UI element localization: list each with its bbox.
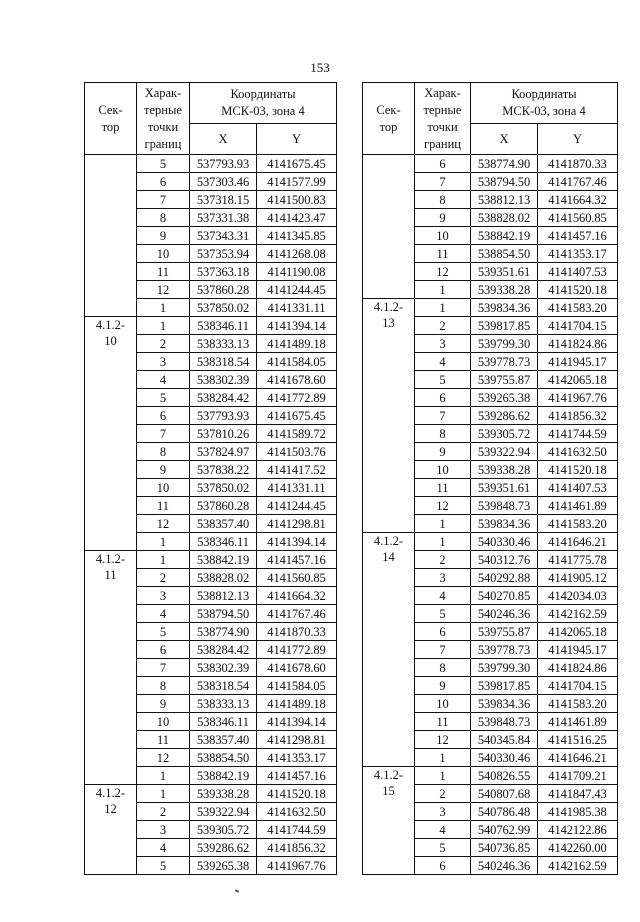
y-coordinate: 4141298.81 xyxy=(257,731,337,749)
y-coordinate: 4141190.08 xyxy=(257,263,337,281)
y-coordinate: 4141457.16 xyxy=(257,767,337,785)
x-coordinate: 539338.28 xyxy=(471,461,538,479)
x-coordinate: 538318.54 xyxy=(190,353,257,371)
x-coordinate: 540330.46 xyxy=(471,749,538,767)
point-number: 1 xyxy=(415,281,471,299)
x-coordinate: 539265.38 xyxy=(471,389,538,407)
y-coordinate: 4141704.15 xyxy=(538,317,618,335)
x-coordinate: 539799.30 xyxy=(471,659,538,677)
sector-cell xyxy=(363,533,415,767)
point-number: 8 xyxy=(137,443,190,461)
header-x: X xyxy=(471,124,538,155)
x-coordinate: 538854.50 xyxy=(190,749,257,767)
x-coordinate: 538794.50 xyxy=(190,605,257,623)
x-coordinate: 538346.11 xyxy=(190,317,257,335)
point-number: 10 xyxy=(137,713,190,731)
header-coords xyxy=(471,83,618,124)
x-coordinate: 539286.62 xyxy=(471,407,538,425)
y-coordinate: 4142122.86 xyxy=(538,821,618,839)
table-row xyxy=(85,551,337,569)
point-number: 4 xyxy=(137,605,190,623)
x-coordinate: 538812.13 xyxy=(471,191,538,209)
point-number: 3 xyxy=(137,821,190,839)
table-row xyxy=(363,155,618,173)
header-coords-line: МСК-03, зона 4 xyxy=(502,104,586,118)
header-sector-line: тор xyxy=(379,119,398,134)
point-number: 6 xyxy=(137,407,190,425)
point-number: 12 xyxy=(137,281,190,299)
point-number: 11 xyxy=(415,713,471,731)
sector-label: 4.1.2- xyxy=(373,534,404,548)
point-number: 7 xyxy=(415,173,471,191)
point-number: 9 xyxy=(137,461,190,479)
point-number: 5 xyxy=(137,857,190,875)
x-coordinate: 540312.76 xyxy=(471,551,538,569)
header-points xyxy=(137,83,190,155)
y-coordinate: 4141772.89 xyxy=(257,641,337,659)
x-coordinate: 539755.87 xyxy=(471,371,538,389)
x-coordinate: 537850.02 xyxy=(190,479,257,497)
header-points-line: точки xyxy=(427,119,458,134)
x-coordinate: 538302.39 xyxy=(190,659,257,677)
sector-label: 13 xyxy=(382,316,395,330)
header-y: Y xyxy=(538,124,618,155)
x-coordinate: 537353.94 xyxy=(190,245,257,263)
y-coordinate: 4141457.16 xyxy=(257,551,337,569)
x-coordinate: 538812.13 xyxy=(190,587,257,605)
y-coordinate: 4141856.32 xyxy=(257,839,337,857)
point-number: 2 xyxy=(137,803,190,821)
point-number: 6 xyxy=(415,623,471,641)
point-number: 11 xyxy=(137,263,190,281)
x-coordinate: 540826.55 xyxy=(471,767,538,785)
point-number: 3 xyxy=(415,569,471,587)
sector-cell xyxy=(363,299,415,533)
x-coordinate: 540736.85 xyxy=(471,839,538,857)
y-coordinate: 4141489.18 xyxy=(257,335,337,353)
y-coordinate: 4142065.18 xyxy=(538,371,618,389)
x-coordinate: 539351.61 xyxy=(471,263,538,281)
point-number: 5 xyxy=(137,389,190,407)
x-coordinate: 537860.28 xyxy=(190,281,257,299)
point-number: 1 xyxy=(137,785,190,803)
point-number: 12 xyxy=(415,263,471,281)
point-number: 9 xyxy=(137,695,190,713)
y-coordinate: 4141461.89 xyxy=(538,713,618,731)
header-points-line: Харак- xyxy=(424,85,461,100)
table-row xyxy=(363,767,618,785)
x-coordinate: 537363.18 xyxy=(190,263,257,281)
x-coordinate: 540330.46 xyxy=(471,533,538,551)
x-coordinate: 540270.85 xyxy=(471,587,538,605)
point-number: 2 xyxy=(137,569,190,587)
x-coordinate: 539322.94 xyxy=(190,803,257,821)
x-coordinate: 538828.02 xyxy=(190,569,257,587)
y-coordinate: 4141709.21 xyxy=(538,767,618,785)
point-number: 12 xyxy=(415,731,471,749)
x-coordinate: 537318.15 xyxy=(190,191,257,209)
point-number: 11 xyxy=(137,497,190,515)
y-coordinate: 4141394.14 xyxy=(257,533,337,551)
y-coordinate: 4141353.17 xyxy=(257,749,337,767)
y-coordinate: 4141584.05 xyxy=(257,353,337,371)
x-coordinate: 537810.26 xyxy=(190,425,257,443)
x-coordinate: 537343.31 xyxy=(190,227,257,245)
x-coordinate: 540345.84 xyxy=(471,731,538,749)
point-number: 2 xyxy=(415,317,471,335)
y-coordinate: 4141967.76 xyxy=(257,857,337,875)
x-coordinate: 537850.02 xyxy=(190,299,257,317)
point-number: 1 xyxy=(137,551,190,569)
point-number: 11 xyxy=(415,245,471,263)
point-number: 10 xyxy=(415,461,471,479)
point-number: 8 xyxy=(415,425,471,443)
y-coordinate: 4141577.99 xyxy=(257,173,337,191)
x-coordinate: 537793.93 xyxy=(190,407,257,425)
y-coordinate: 4141583.20 xyxy=(538,299,618,317)
point-number: 9 xyxy=(415,677,471,695)
y-coordinate: 4141704.15 xyxy=(538,677,618,695)
point-number: 7 xyxy=(137,659,190,677)
point-number: 12 xyxy=(137,515,190,533)
sector-label: 4.1.2- xyxy=(373,300,404,314)
x-coordinate: 538284.42 xyxy=(190,389,257,407)
y-coordinate: 4141560.85 xyxy=(257,569,337,587)
point-number: 3 xyxy=(415,335,471,353)
sector-label: 4.1.2- xyxy=(373,768,404,782)
y-coordinate: 4142162.59 xyxy=(538,605,618,623)
y-coordinate: 4141331.11 xyxy=(257,299,337,317)
x-coordinate: 538842.19 xyxy=(190,767,257,785)
x-coordinate: 537824.97 xyxy=(190,443,257,461)
point-number: 1 xyxy=(415,299,471,317)
y-coordinate: 4141856.32 xyxy=(538,407,618,425)
x-coordinate: 538333.13 xyxy=(190,335,257,353)
table-row xyxy=(85,155,337,173)
y-coordinate: 4141417.52 xyxy=(257,461,337,479)
x-coordinate: 540762.99 xyxy=(471,821,538,839)
sector-label: 11 xyxy=(104,568,117,582)
header-points-line: терные xyxy=(144,102,182,117)
y-coordinate: 4141646.21 xyxy=(538,749,618,767)
x-coordinate: 538842.19 xyxy=(190,551,257,569)
sector-label: 12 xyxy=(104,802,117,816)
x-coordinate: 537331.38 xyxy=(190,209,257,227)
y-coordinate: 4141678.60 xyxy=(257,371,337,389)
point-number: 4 xyxy=(415,587,471,605)
point-number: 10 xyxy=(137,245,190,263)
header-coords-line: Координаты xyxy=(511,87,577,101)
x-coordinate: 538284.42 xyxy=(190,641,257,659)
y-coordinate: 4141824.86 xyxy=(538,335,618,353)
y-coordinate: 4141589.72 xyxy=(257,425,337,443)
y-coordinate: 4141268.08 xyxy=(257,245,337,263)
y-coordinate: 4141423.47 xyxy=(257,209,337,227)
x-coordinate: 539338.28 xyxy=(190,785,257,803)
point-number: 12 xyxy=(415,497,471,515)
point-number: 9 xyxy=(137,227,190,245)
y-coordinate: 4141560.85 xyxy=(538,209,618,227)
x-coordinate: 539848.73 xyxy=(471,497,538,515)
y-coordinate: 4141632.50 xyxy=(538,443,618,461)
sector-cell xyxy=(85,785,137,875)
sector-label: 4.1.2- xyxy=(95,318,126,332)
x-coordinate: 537793.93 xyxy=(190,155,257,173)
header-coords xyxy=(190,83,337,124)
y-coordinate: 4141244.45 xyxy=(257,497,337,515)
y-coordinate: 4141744.59 xyxy=(257,821,337,839)
x-coordinate: 540807.68 xyxy=(471,785,538,803)
y-coordinate: 4141870.33 xyxy=(257,623,337,641)
y-coordinate: 4141744.59 xyxy=(538,425,618,443)
table-row xyxy=(85,785,337,803)
sector-label: 10 xyxy=(104,334,117,348)
point-number: 5 xyxy=(137,155,190,173)
y-coordinate: 4141461.89 xyxy=(538,497,618,515)
y-coordinate: 4141847.43 xyxy=(538,785,618,803)
header-points-line: терные xyxy=(423,102,462,117)
point-number: 1 xyxy=(415,749,471,767)
point-number: 1 xyxy=(415,515,471,533)
x-coordinate: 538357.40 xyxy=(190,515,257,533)
sector-cell xyxy=(85,155,137,317)
header-x: X xyxy=(190,124,257,155)
stray-mark xyxy=(235,889,239,893)
x-coordinate: 540786.48 xyxy=(471,803,538,821)
point-number: 1 xyxy=(137,767,190,785)
header-points-line: точки xyxy=(147,119,179,134)
sector-cell xyxy=(85,317,137,551)
y-coordinate: 4141520.18 xyxy=(538,461,618,479)
x-coordinate: 539834.36 xyxy=(471,695,538,713)
y-coordinate: 4141985.38 xyxy=(538,803,618,821)
point-number: 4 xyxy=(415,353,471,371)
point-number: 7 xyxy=(415,641,471,659)
x-coordinate: 539834.36 xyxy=(471,515,538,533)
sector-label: 4.1.2- xyxy=(95,552,126,566)
y-coordinate: 4141767.46 xyxy=(257,605,337,623)
point-number: 11 xyxy=(137,731,190,749)
point-number: 6 xyxy=(415,155,471,173)
point-number: 8 xyxy=(137,209,190,227)
point-number: 10 xyxy=(415,695,471,713)
y-coordinate: 4141503.76 xyxy=(257,443,337,461)
y-coordinate: 4142162.59 xyxy=(538,857,618,875)
x-coordinate: 540246.36 xyxy=(471,605,538,623)
y-coordinate: 4141632.50 xyxy=(257,803,337,821)
point-number: 6 xyxy=(137,173,190,191)
point-number: 5 xyxy=(415,839,471,857)
coordinates-table-left xyxy=(84,82,337,875)
table-row xyxy=(85,317,337,335)
point-number: 7 xyxy=(415,407,471,425)
point-number: 8 xyxy=(415,191,471,209)
x-coordinate: 537838.22 xyxy=(190,461,257,479)
x-coordinate: 538828.02 xyxy=(471,209,538,227)
point-number: 8 xyxy=(137,677,190,695)
x-coordinate: 539848.73 xyxy=(471,713,538,731)
y-coordinate: 4141298.81 xyxy=(257,515,337,533)
y-coordinate: 4141583.20 xyxy=(538,695,618,713)
point-number: 4 xyxy=(137,839,190,857)
x-coordinate: 538357.40 xyxy=(190,731,257,749)
y-coordinate: 4141772.89 xyxy=(257,389,337,407)
x-coordinate: 537860.28 xyxy=(190,497,257,515)
header-points-line: Харак- xyxy=(144,85,182,100)
y-coordinate: 4141516.25 xyxy=(538,731,618,749)
y-coordinate: 4141870.33 xyxy=(538,155,618,173)
x-coordinate: 539755.87 xyxy=(471,623,538,641)
point-number: 2 xyxy=(415,551,471,569)
x-coordinate: 538774.90 xyxy=(190,623,257,641)
point-number: 3 xyxy=(415,803,471,821)
sector-cell xyxy=(85,551,137,785)
point-number: 4 xyxy=(137,371,190,389)
x-coordinate: 539834.36 xyxy=(471,299,538,317)
sector-cell xyxy=(363,155,415,299)
y-coordinate: 4142065.18 xyxy=(538,623,618,641)
point-number: 8 xyxy=(415,659,471,677)
x-coordinate: 538318.54 xyxy=(190,677,257,695)
y-coordinate: 4141583.20 xyxy=(538,515,618,533)
x-coordinate: 539817.85 xyxy=(471,677,538,695)
y-coordinate: 4141500.83 xyxy=(257,191,337,209)
x-coordinate: 539305.72 xyxy=(471,425,538,443)
x-coordinate: 539778.73 xyxy=(471,353,538,371)
y-coordinate: 4141945.17 xyxy=(538,353,618,371)
x-coordinate: 540246.36 xyxy=(471,857,538,875)
x-coordinate: 538346.11 xyxy=(190,713,257,731)
y-coordinate: 4141520.18 xyxy=(538,281,618,299)
y-coordinate: 4141767.46 xyxy=(538,173,618,191)
point-number: 7 xyxy=(137,425,190,443)
page-number: 153 xyxy=(310,60,330,75)
header-y: Y xyxy=(257,124,337,155)
x-coordinate: 539799.30 xyxy=(471,335,538,353)
point-number: 1 xyxy=(137,533,190,551)
y-coordinate: 4141394.14 xyxy=(257,317,337,335)
y-coordinate: 4141905.12 xyxy=(538,569,618,587)
header-points-line: границ xyxy=(424,136,461,151)
y-coordinate: 4141345.85 xyxy=(257,227,337,245)
point-number: 9 xyxy=(415,209,471,227)
point-number: 10 xyxy=(415,227,471,245)
point-number: 5 xyxy=(137,623,190,641)
sector-label: 15 xyxy=(382,784,395,798)
y-coordinate: 4141331.11 xyxy=(257,479,337,497)
header-sector xyxy=(85,83,137,155)
point-number: 9 xyxy=(415,443,471,461)
point-number: 6 xyxy=(415,389,471,407)
y-coordinate: 4141353.17 xyxy=(538,245,618,263)
x-coordinate: 538842.19 xyxy=(471,227,538,245)
y-coordinate: 4141678.60 xyxy=(257,659,337,677)
x-coordinate: 538794.50 xyxy=(471,173,538,191)
x-coordinate: 539265.38 xyxy=(190,857,257,875)
point-number: 11 xyxy=(415,479,471,497)
x-coordinate: 539778.73 xyxy=(471,641,538,659)
x-coordinate: 538302.39 xyxy=(190,371,257,389)
x-coordinate: 538774.90 xyxy=(471,155,538,173)
coordinates-table-right xyxy=(362,82,618,875)
point-number: 3 xyxy=(137,353,190,371)
x-coordinate: 539351.61 xyxy=(471,479,538,497)
header-coords-line: МСК-03, зона 4 xyxy=(221,104,305,118)
table-row xyxy=(363,533,618,551)
y-coordinate: 4141394.14 xyxy=(257,713,337,731)
point-number: 2 xyxy=(137,335,190,353)
y-coordinate: 4141775.78 xyxy=(538,551,618,569)
point-number: 2 xyxy=(415,785,471,803)
y-coordinate: 4141407.53 xyxy=(538,263,618,281)
point-number: 7 xyxy=(137,191,190,209)
y-coordinate: 4141967.76 xyxy=(538,389,618,407)
header-sector-line: тор xyxy=(101,119,120,134)
y-coordinate: 4142260.00 xyxy=(538,839,618,857)
x-coordinate: 539322.94 xyxy=(471,443,538,461)
sector-cell xyxy=(363,767,415,875)
y-coordinate: 4141457.16 xyxy=(538,227,618,245)
sector-label: 4.1.2- xyxy=(95,786,126,800)
point-number: 3 xyxy=(137,587,190,605)
point-number: 12 xyxy=(137,749,190,767)
y-coordinate: 4141520.18 xyxy=(257,785,337,803)
table-row xyxy=(363,299,618,317)
y-coordinate: 4141584.05 xyxy=(257,677,337,695)
point-number: 1 xyxy=(415,533,471,551)
header-sector-line: Сек- xyxy=(98,102,123,117)
point-number: 1 xyxy=(415,767,471,785)
y-coordinate: 4141945.17 xyxy=(538,641,618,659)
x-coordinate: 538854.50 xyxy=(471,245,538,263)
header-coords-line: Координаты xyxy=(230,87,296,101)
x-coordinate: 538333.13 xyxy=(190,695,257,713)
y-coordinate: 4141489.18 xyxy=(257,695,337,713)
point-number: 1 xyxy=(137,299,190,317)
point-number: 5 xyxy=(415,371,471,389)
x-coordinate: 539286.62 xyxy=(190,839,257,857)
x-coordinate: 538346.11 xyxy=(190,533,257,551)
x-coordinate: 539338.28 xyxy=(471,281,538,299)
sector-label: 14 xyxy=(382,550,395,564)
header-sector xyxy=(363,83,415,155)
point-number: 6 xyxy=(415,857,471,875)
y-coordinate: 4141646.21 xyxy=(538,533,618,551)
x-coordinate: 537303.46 xyxy=(190,173,257,191)
point-number: 6 xyxy=(137,641,190,659)
y-coordinate: 4141664.32 xyxy=(257,587,337,605)
y-coordinate: 4141824.86 xyxy=(538,659,618,677)
y-coordinate: 4141244.45 xyxy=(257,281,337,299)
x-coordinate: 539817.85 xyxy=(471,317,538,335)
point-number: 10 xyxy=(137,479,190,497)
header-sector-line: Сек- xyxy=(376,102,401,117)
y-coordinate: 4141675.45 xyxy=(257,407,337,425)
y-coordinate: 4141675.45 xyxy=(257,155,337,173)
point-number: 4 xyxy=(415,821,471,839)
point-number: 5 xyxy=(415,605,471,623)
y-coordinate: 4141664.32 xyxy=(538,191,618,209)
x-coordinate: 539305.72 xyxy=(190,821,257,839)
point-number: 1 xyxy=(137,317,190,335)
header-points xyxy=(415,83,471,155)
y-coordinate: 4141407.53 xyxy=(538,479,618,497)
header-points-line: границ xyxy=(144,136,182,151)
y-coordinate: 4142034.03 xyxy=(538,587,618,605)
x-coordinate: 540292.88 xyxy=(471,569,538,587)
